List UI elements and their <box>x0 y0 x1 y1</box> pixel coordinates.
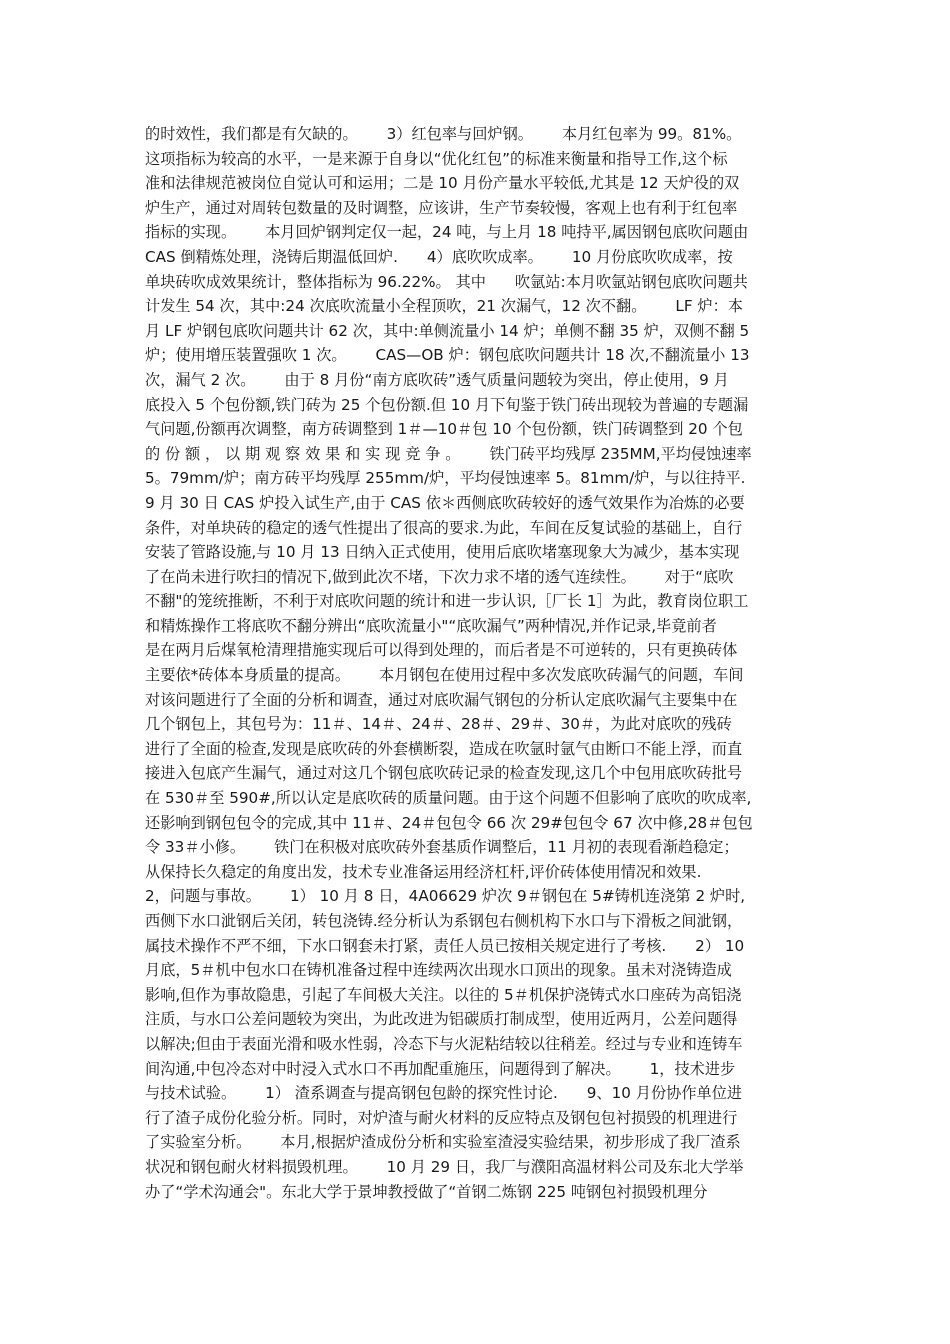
text-line: 间沟通,中包冷态对中时浸入式水口不再加配重施压，问题得到了解决。 1，技术进步 <box>145 1059 736 1078</box>
text-line: 了实验室分析。 本月,根据炉渣成份分析和实验室渣浸实验结果，初步形成了我厂渣系 <box>145 1133 741 1152</box>
text-line: 9 月 30 日 CAS 炉投入试生产,由于 CAS 依＊西侧底吹砖较好的透气效果作为冶炼的必要 <box>145 493 745 512</box>
text-line: 这项指标为较高的水平，一是来源于自身以“优化红包”的标准来衡量和指导工作,这个标 <box>145 149 728 168</box>
text-line: 月 LF 炉钢包底吹问题共计 62 次，其中:单侧流量小 14 炉；单侧不翻 35 炉，双侧不翻 5 <box>145 321 750 340</box>
text-line: 的 份 额 ， 以 期 观 察 效 果 和 实 现 竞 争 。 铁门砖平均残厚 235MM,平均侵蚀速率 <box>145 444 752 463</box>
text-line: 是在两月后煤氧枪清理措施实现后可以得到处理的，而后者是不可逆转的，只有更换砖体 <box>145 641 738 660</box>
text-line: 次，漏气 2 次。 由于 8 月份“南方底吹砖”透气质量问题较为突出，停止使用，9 月 <box>145 370 729 389</box>
text-line: 进行了全面的检查,发现是底吹砖的外套横断裂，造成在吹氩时氩气由断口不能上浮，而直 <box>145 739 743 758</box>
text-line: 西侧下水口泚钢后关闭，转包浇铸.经分析认为系钢包右侧机构下水口与下滑板之间泚钢， <box>145 912 743 930</box>
text-line: 条件，对单块砖的稳定的透气性提出了很高的要求.为此，车间在反复试验的基础上，自行 <box>145 518 743 537</box>
text-line: 行了渣子成份化验分析。同时，对炉渣与耐火材料的反应特点及钢包包衬损毁的机理进行 <box>145 1108 738 1127</box>
text-line: CAS 倒精炼处理，浇铸后期温低回炉. 4）底吹吹成率。 10 月份底吹吹成率，按 <box>145 247 733 266</box>
text-line: 办了“学术沟通会"。东北大学于景坤教授做了“首钢二炼钢 225 吨钢包衬损毁机理分 <box>145 1182 708 1201</box>
text-line: 气问题,份额再次调整，南方砖调整到 1＃—10＃包 10 个包份额，铁门砖调整到 20 个包 <box>145 420 743 439</box>
text-line: 令 33＃小修。 铁门在积极对底吹砖外套基质作调整后，11 月初的表现看渐趋稳定； <box>145 838 739 857</box>
text-line: 和精炼操作工将底吹不翻分辨出“底吹流量小"“底吹漏气”两种情况,并作记录,毕竟前者 <box>145 616 717 635</box>
text-line: 炉生产，通过对周转包数量的及时调整，应该讲，生产节奏较慢，客观上也有利于红包率 <box>145 198 738 217</box>
text-line: 以解决;但由于表面光滑和吸水性弱，冷态下与火泥粘结较以往稍差。经过与专业和连铸车 <box>145 1034 743 1053</box>
text-line: 计发生 54 次，其中:24 次底吹流量小全程顶吹，21 次漏气，12 次不翻。 LF 炉：本 <box>145 297 743 316</box>
document-page <box>145 122 811 1204</box>
text-line: 安装了管路设施,与 10 月 13 日纳入正式使用，使用后底吹堵塞现象大为减少，基本实现 <box>145 543 740 562</box>
text-line: 还影响到钢包包令的完成,其中 11＃、24＃包包令 66 次 29#包包令 67 次中修,28＃包包 <box>145 813 753 832</box>
text-line: 炉；使用增压装置强吹 1 次。 CAS—OB 炉：钢包底吹问题共计 18 次,不翻流量小 13 <box>145 346 750 365</box>
text-line: 准和法律规范被岗位自觉认可和运用；二是 10 月份产量水平较低,尤其是 12 天炉役的双 <box>145 174 740 193</box>
text-line: 从保持长久稳定的角度出发，技术专业准备运用经济杠杆,评价砖体使用情况和效果. <box>145 862 702 881</box>
text-line: 属技术操作不严不细，下水口钢套未打紧，责任人员已按相关规定进行了考核. 2） 10 <box>145 936 745 955</box>
text-line: 在 530＃至 590#,所以认定是底吹砖的质量问题。由于这个问题不但影响了底吹的吹成率, <box>145 789 752 808</box>
text-line: 不翻"的笼统推断，不利于对底吹问题的统计和进一步认识,［厂长 1］为此，教育岗位职工 <box>145 592 749 611</box>
text-line: 注质，与水口公差问题较为突出，为此改进为铝碳质打制成型，使用近两月，公差问题得 <box>145 1010 738 1029</box>
text-line: 与技术试验。 1） 渣系调查与提高钢包包龄的探究性讨论. 9、10 月份协作单位进 <box>145 1084 743 1103</box>
text-line: 5。79mm/炉；南方砖平均残厚 255mm/炉，平均侵蚀速率 5。81mm/炉，与以往持平. <box>145 469 746 488</box>
text-line: 了在尚未进行吹扫的情况下,做到此次不堵，下次力求不堵的透气连续性。 对于“底吹 <box>145 567 734 586</box>
text-line: 月底，5＃机中包水口在铸机准备过程中连续两次出现水口顶出的现象。虽未对浇铸造成 <box>145 961 732 980</box>
text-line: 单块砖吹成效果统计，整体指标为 96.22%。 其中 吹氩站:本月吹氩站钢包底吹问题共 <box>145 272 748 291</box>
text-line: 状况和钢包耐火材料损毁机理。 10 月 29 日，我厂与濮阳高温材料公司及东北大学举 <box>145 1157 744 1176</box>
text-line: 接进入包底产生漏气，通过对这几个钢包底吹砖记录的检查发现,这几个中包用底吹砖批号 <box>145 764 743 783</box>
text-line: 底投入 5 个包份额,铁门砖为 25 个包份额.但 10 月下旬鉴于铁门砖出现较为普遍的专题漏 <box>145 395 749 414</box>
text-line: 2，问题与事故。 1） 10 月 8 日，4A06629 炉次 9＃钢包在 5#铸机连浇第 2 炉时, <box>145 887 746 906</box>
text-line: 主要依*砖体本身质量的提高。 本月钢包在使用过程中多次发底吹砖漏气的问题，车间 <box>145 666 744 685</box>
text-line: 的时效性，我们都是有欠缺的。 3）红包率与回炉钢。 本月红包率为 99。81%。 <box>145 125 742 143</box>
text-line: 指标的实现。 本月回炉钢判定仅一起，24 吨，与上月 18 吨持平,属因钢包底吹问题由 <box>145 223 749 242</box>
text-line: 影响,但作为事故隐患，引起了车间极大关注。以往的 5＃机保护浇铸式水口座砖为高铝浇 <box>145 985 742 1004</box>
text-line: 几个钢包上，其包号为：11＃、14＃、24＃、28＃、29＃、30＃，为此对底吹的残砖 <box>145 715 732 734</box>
text-line: 对该问题进行了全面的分析和调查，通过对底吹漏气钢包的分析认定底吹漏气主要集中在 <box>145 690 738 709</box>
